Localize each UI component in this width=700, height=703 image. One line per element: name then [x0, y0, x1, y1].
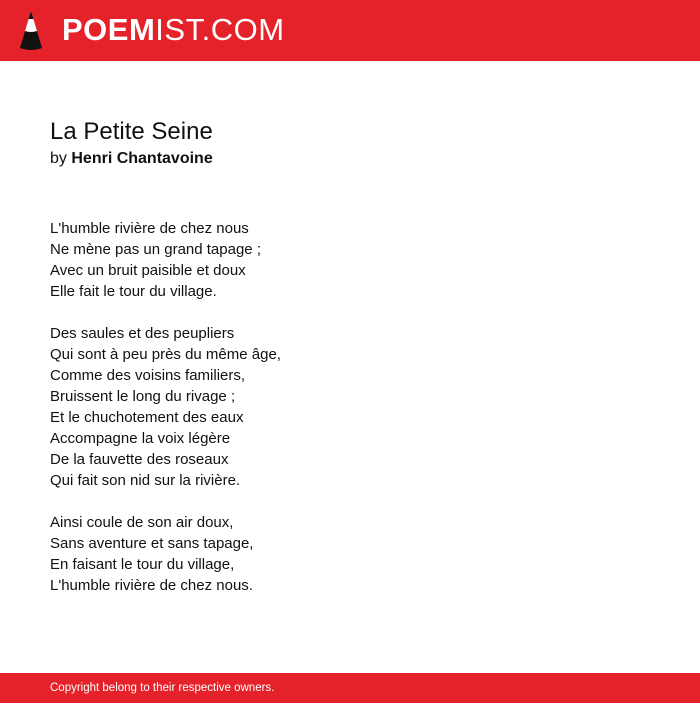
poem-line: De la fauvette des roseaux	[50, 451, 229, 468]
site-header	[0, 0, 700, 61]
site-logo[interactable]	[62, 12, 285, 48]
poem-body	[50, 218, 281, 596]
poem-line: En faisant le tour du village,	[50, 556, 235, 573]
poem-line: Elle fait le tour du village.	[50, 283, 217, 300]
logo-text-bold: POEM	[62, 12, 156, 47]
poem-line: L'humble rivière de chez nous	[50, 220, 249, 237]
poem-line: Accompagne la voix légère	[50, 430, 231, 447]
logo-text-light: IST.COM	[155, 12, 285, 47]
poem-line: Sans aventure et sans tapage,	[50, 535, 254, 552]
byline	[50, 148, 213, 170]
by-label: by	[50, 150, 67, 167]
copyright-text: Copyright belong to their respective owners.	[50, 682, 275, 694]
poem-line: Comme des voisins familiers,	[50, 367, 246, 384]
poem-line: Et le chuchotement des eaux	[50, 409, 244, 426]
poem-line: L'humble rivière de chez nous.	[50, 577, 253, 594]
author-name: Henri Chantavoine	[71, 150, 213, 167]
poem-line: Des saules et des peupliers	[50, 325, 235, 342]
poem-line: Avec un bruit paisible et doux	[50, 262, 246, 279]
poem-line: Qui fait son nid sur la rivière.	[50, 472, 241, 489]
poem-line: Ne mène pas un grand tapage ;	[50, 241, 261, 258]
stanza	[50, 218, 281, 302]
pencil-tip-icon	[18, 10, 44, 52]
poem-title: La Petite Seine	[50, 118, 213, 145]
poem-line: Ainsi coule de son air doux,	[50, 514, 234, 531]
stanza	[50, 323, 281, 491]
poem-line: Qui sont à peu près du même âge,	[50, 346, 281, 363]
site-footer	[0, 673, 700, 703]
stanza	[50, 512, 281, 596]
poem-line: Bruissent le long du rivage ;	[50, 388, 236, 405]
